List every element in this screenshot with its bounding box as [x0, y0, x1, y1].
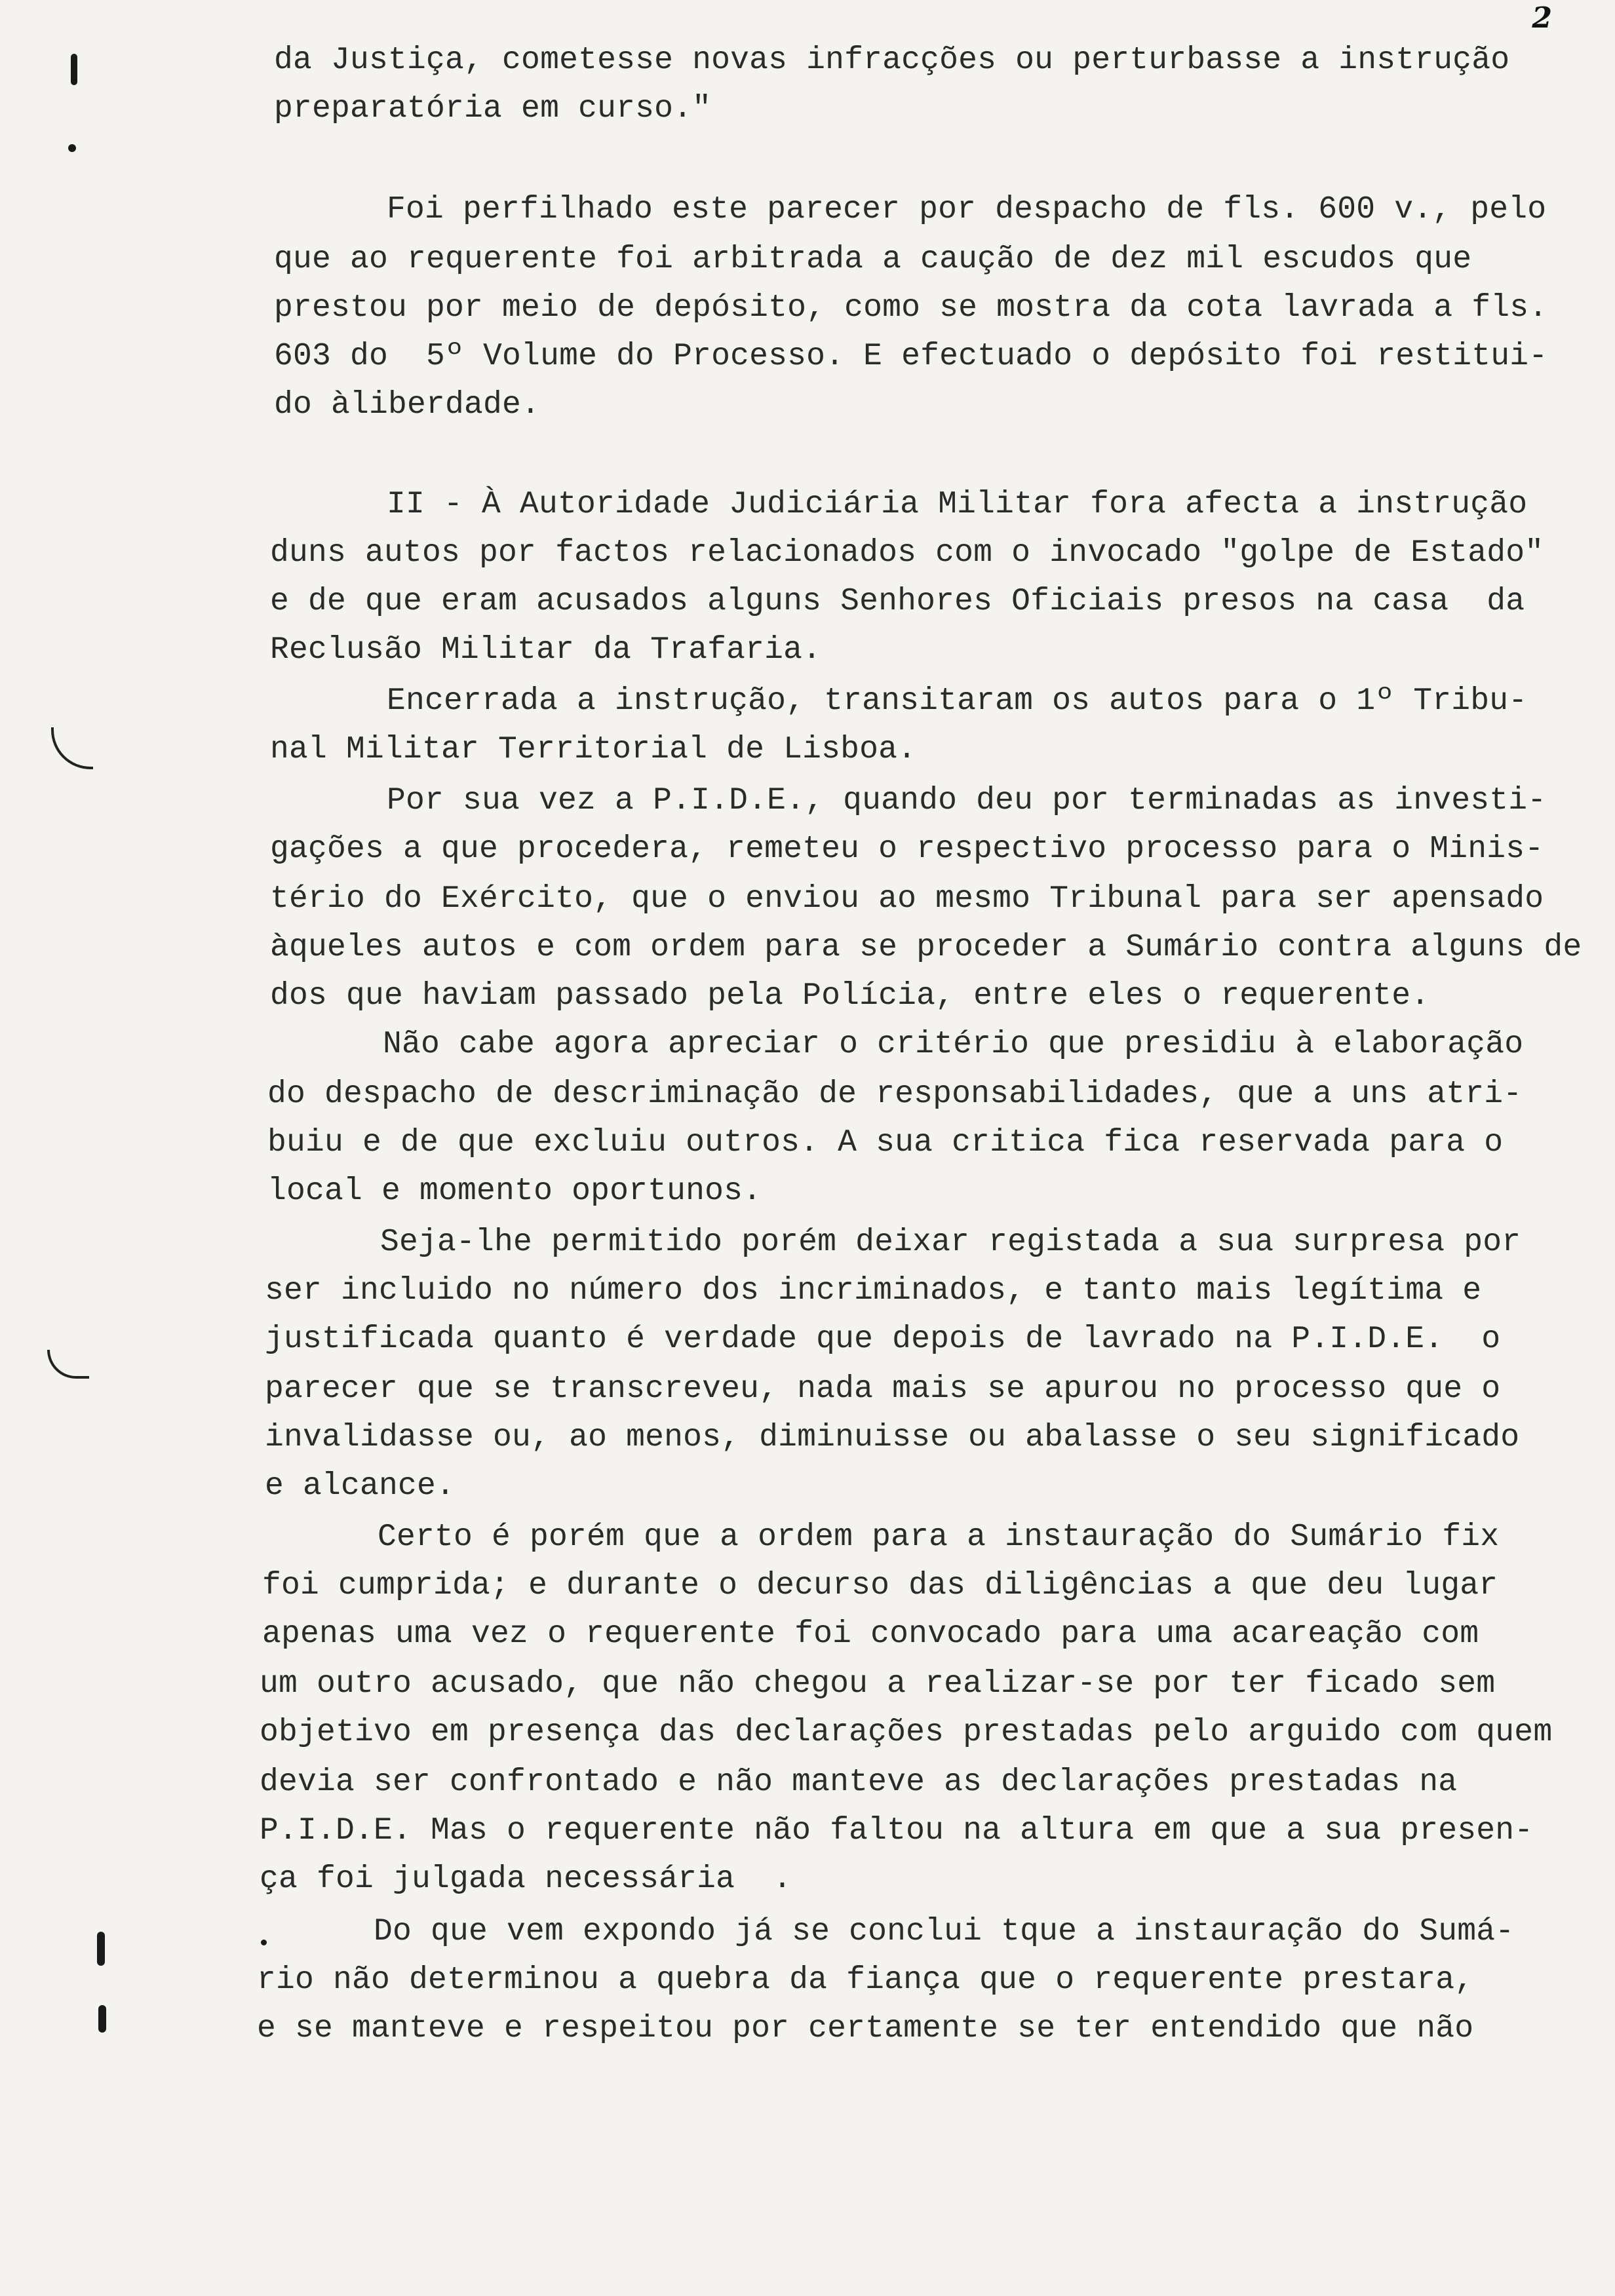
text-line: do àliberdade.	[274, 387, 541, 423]
text-line: ça foi julgada necessária .	[260, 1862, 792, 1897]
margin-arc	[51, 727, 93, 769]
text-line: justificada quanto é verdade que depois de lavrado na P.I.D.E. o	[265, 1322, 1501, 1357]
text-line: um outro acusado, que não chegou a realizar-se por ter ficado sem	[260, 1666, 1496, 1702]
margin-speck	[97, 1932, 105, 1966]
text-line: Do que vem expondo já se conclui tque a instauração do Sumá-	[374, 1914, 1515, 1949]
text-line: ser incluido no número dos incriminados, e tanto mais legítima e	[265, 1273, 1482, 1309]
text-line: foi cumprida; e durante o decurso das diligências a que deu lugar	[262, 1568, 1498, 1603]
margin-speck	[98, 2005, 106, 2033]
text-line: Foi perfilhado este parecer por despacho de fls. 600 v., pelo	[387, 192, 1547, 227]
text-line: invalidasse ou, ao menos, diminuisse ou abalasse o seu significado	[265, 1420, 1520, 1455]
text-line: parecer que se transcreveu, nada mais se apurou no processo que o	[265, 1371, 1501, 1407]
text-line: àqueles autos e com ordem para se proceder a Sumário contra alguns de	[270, 930, 1582, 965]
text-line: apenas uma vez o requerente foi convocado para uma acareação com	[262, 1617, 1479, 1652]
text-line: Por sua vez a P.I.D.E., quando deu por terminadas as investi-	[387, 783, 1547, 818]
text-line: Seja-lhe permitido porém deixar registada a sua surpresa por	[380, 1225, 1521, 1260]
text-line: gações a que procedera, remeteu o respectivo processo para o Minis-	[270, 832, 1544, 867]
margin-arc	[47, 1350, 89, 1379]
text-line: do despacho de descriminação de responsabilidades, que a uns atri-	[267, 1077, 1523, 1112]
text-line: tério do Exército, que o enviou ao mesmo Tribunal para ser apensado	[270, 881, 1544, 917]
text-line: preparatória em curso."	[274, 91, 712, 126]
text-line: II - À Autoridade Judiciária Militar fora afecta a instrução	[387, 487, 1528, 522]
text-line: devia ser confrontado e não manteve as declarações prestadas na	[260, 1765, 1458, 1800]
text-line: Encerrada a instrução, transitaram os autos para o 1º Tribu-	[387, 683, 1528, 719]
text-line: rio não determinou a quebra da fiança que o requerente prestara,	[257, 1962, 1474, 1998]
text-line: e de que eram acusados alguns Senhores Oficiais presos na casa da	[270, 584, 1525, 619]
text-line: e alcance.	[265, 1468, 456, 1504]
text-line: P.I.D.E. Mas o requerente não faltou na altura em que a sua presen-	[260, 1813, 1534, 1848]
text-line: Não cabe agora apreciar o critério que presidiu à elaboração	[383, 1027, 1524, 1062]
text-line: que ao requerente foi arbitrada a caução de dez mil escudos que	[274, 242, 1472, 277]
text-line: objetivo em presença das declarações prestadas pelo arguido com quem	[260, 1715, 1553, 1750]
margin-speck	[71, 54, 77, 85]
text-line: local e momento oportunos.	[267, 1174, 762, 1209]
text-line: duns autos por factos relacionados com o invocado "golpe de Estado"	[270, 535, 1544, 571]
text-line: dos que haviam passado pela Polícia, entre eles o requerente.	[270, 978, 1430, 1014]
text-line: Certo é porém que a ordem para a instauração do Sumário fix	[378, 1520, 1500, 1555]
text-line: Reclusão Militar da Trafaria.	[270, 632, 822, 668]
text-line: prestou por meio de depósito, como se mostra da cota lavrada a fls.	[274, 290, 1548, 326]
text-line: 603 do 5º Volume do Processo. E efectuado o depósito foi restitui-	[274, 339, 1548, 374]
text-line: nal Militar Territorial de Lisboa.	[270, 732, 917, 767]
margin-speck	[68, 144, 76, 152]
text-line: da Justiça, cometesse novas infracções ou perturbasse a instrução	[274, 43, 1510, 78]
page-number-mark: 2	[1532, 1, 1552, 35]
text-line: buiu e de que excluiu outros. A sua critica fica reservada para o	[267, 1125, 1504, 1160]
margin-speck	[261, 1940, 267, 1945]
text-line: e se manteve e respeitou por certamente se ter entendido que não	[257, 2011, 1474, 2046]
